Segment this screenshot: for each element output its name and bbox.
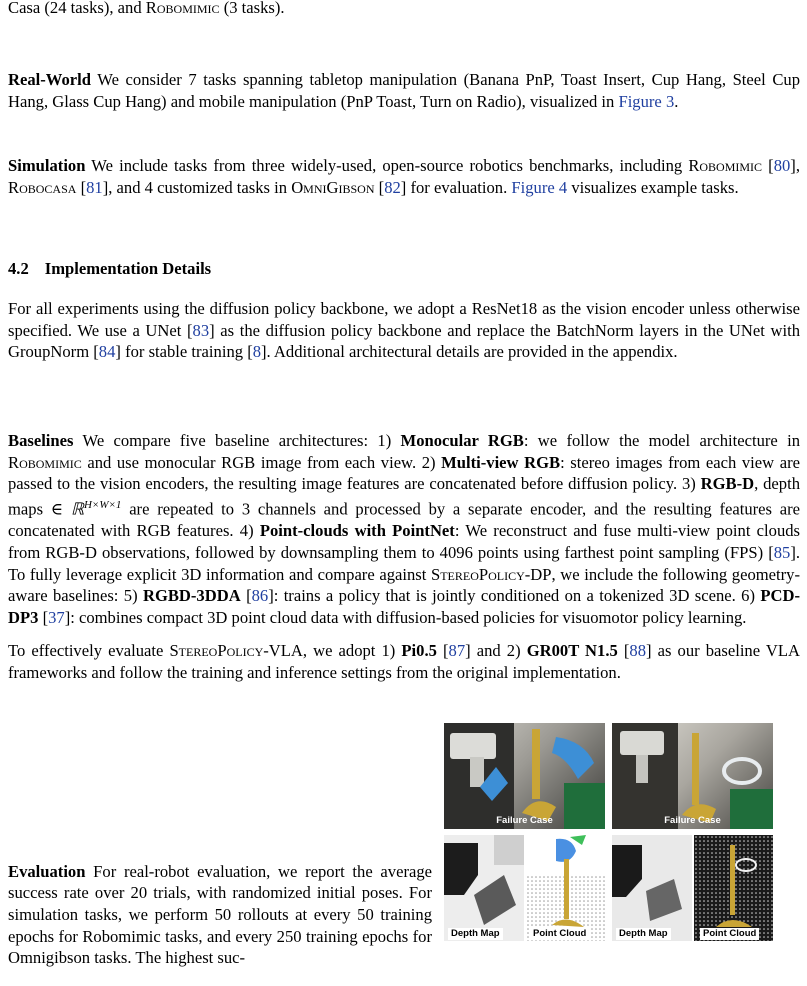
point-cloud-left (526, 835, 605, 941)
depth-map-illustration (444, 835, 524, 941)
glass-cup-illustration (612, 723, 773, 829)
simulation-heading: Simulation (8, 156, 86, 175)
citation-8[interactable]: 8 (252, 342, 262, 362)
depth-map-right (612, 835, 692, 941)
vla-paragraph: To effectively evaluate StereoPolicy-VLA, we adopt 1) Pi0.5 [87] and 2) GR00T N1.5 [88] as our baseline VLA frameworks and follow the training and inference settings from the original implementation. (8, 641, 800, 682)
point-cloud-illustration (526, 835, 605, 941)
figure-label-depth-map-2: Depth Map (616, 928, 671, 940)
figure-label-depth-map-1: Depth Map (448, 928, 503, 940)
simulation-paragraph: Simulation We include tasks from three widely-used, open-source robotics benchmarks, including Robomimic [80], Robocasa [81], and 4 customized tasks in OmniGibson [82] for evaluation. Figure 4 visualizes example tasks. (8, 156, 800, 197)
realworld-heading: Real-World (8, 70, 91, 89)
citation-88[interactable]: 88 (629, 641, 646, 660)
figure-label-point-cloud-2: Point Cloud (700, 928, 759, 940)
baselines-paragraph: Baselines We compare five baseline architectures: 1) Monocular RGB: we follow the model architecture in Robomimic and use monocular RGB image from each view. 2) Multi-view RGB: stereo images from each view are passed to the vision encoders, the resulting image features are concatenated before diffusion policy. 3) RGB-D, depth maps ∈ ℝ$^{H\times W\times 1}$ are repeated to 3 channels and processed by a separate encoder, and the resulting features are concatenated with RGB features. 4) Point-clouds with PointNet: We reconstruct and fuse multi-view point clouds from RGB-D observations, followed by downsampling them to 4096 points using farthest point sampling (FPS) [85]. To fully leverage explicit 3D information and compare against StereoPolicy-DP, we include the following geometry-aware baselines: 5) RGBD-3DDA [86]: trains a policy that is jointly conditioned on a tokenized 3D scene. 6) PCD-DP3 [37]: combines compact 3D point cloud data with diffusion-based policies for visuomotor policy learning. (8, 431, 801, 628)
depth-map-illustration-2 (612, 835, 692, 941)
citation-86[interactable]: 86 (251, 586, 269, 606)
section-heading: 4.2 Implementation Details (8, 259, 212, 278)
failure-case-photo-right (612, 723, 773, 829)
depth-map-left (444, 835, 524, 941)
citation-37[interactable]: 37 (48, 608, 65, 628)
citation-81[interactable]: 81 (86, 177, 103, 197)
figure-4-link[interactable]: Figure 4 (511, 177, 568, 197)
citation-87[interactable]: 87 (448, 641, 466, 660)
point-cloud-right (694, 835, 773, 941)
robot-gripper-illustration (444, 723, 605, 829)
evaluation-heading: Evaluation (8, 861, 86, 881)
failure-case-figure (444, 723, 773, 949)
citation-83[interactable]: 83 (192, 320, 210, 340)
failure-case-photo-left (444, 723, 605, 829)
evaluation-paragraph: Evaluation For real-robot evaluation, we report the average success rate over 20 trials, with randomized initial poses. For simulation tasks, we perform 50 rollouts at every 50 training epochs for Robomimic tasks, and every 250 training epochs for Omnigibson tasks. The highest suc- (8, 861, 432, 968)
baselines-heading: Baselines (8, 431, 74, 450)
realworld-paragraph: Real-World We consider 7 tasks spanning tabletop manipulation (Banana PnP, Toast Insert, Cup Hang, Steel Cup Hang, Glass Cup Hang) and mobile manipulation (PnP Toast, Turn on Radio), visualized in Figure 3. (8, 70, 800, 111)
citation-80[interactable]: 80 (773, 156, 791, 175)
citation-82[interactable]: 82 (384, 177, 401, 197)
figure-label-failure-case-1: Failure Case (496, 815, 553, 826)
implementation-paragraph: For all experiments using the diffusion policy backbone, we adopt a ResNet18 as the vision encoder unless otherwise specified. We use a UNet [83] as the diffusion policy backbone and replace the BatchNorm layers in the UNet with GroupNorm [84] for stable training [8]. Additional architectural details are provided in the appendix. (8, 299, 801, 362)
point-cloud-illustration-2 (694, 835, 773, 941)
citation-85[interactable]: 85 (773, 543, 791, 563)
figure-label-point-cloud-1: Point Cloud (530, 928, 589, 940)
figure-label-failure-case-2: Failure Case (664, 815, 721, 826)
citation-84[interactable]: 84 (98, 342, 116, 362)
top-line: Casa (24 tasks), and Robomimic (3 tasks). (8, 0, 285, 17)
figure-3-link[interactable]: Figure 3 (618, 91, 675, 111)
